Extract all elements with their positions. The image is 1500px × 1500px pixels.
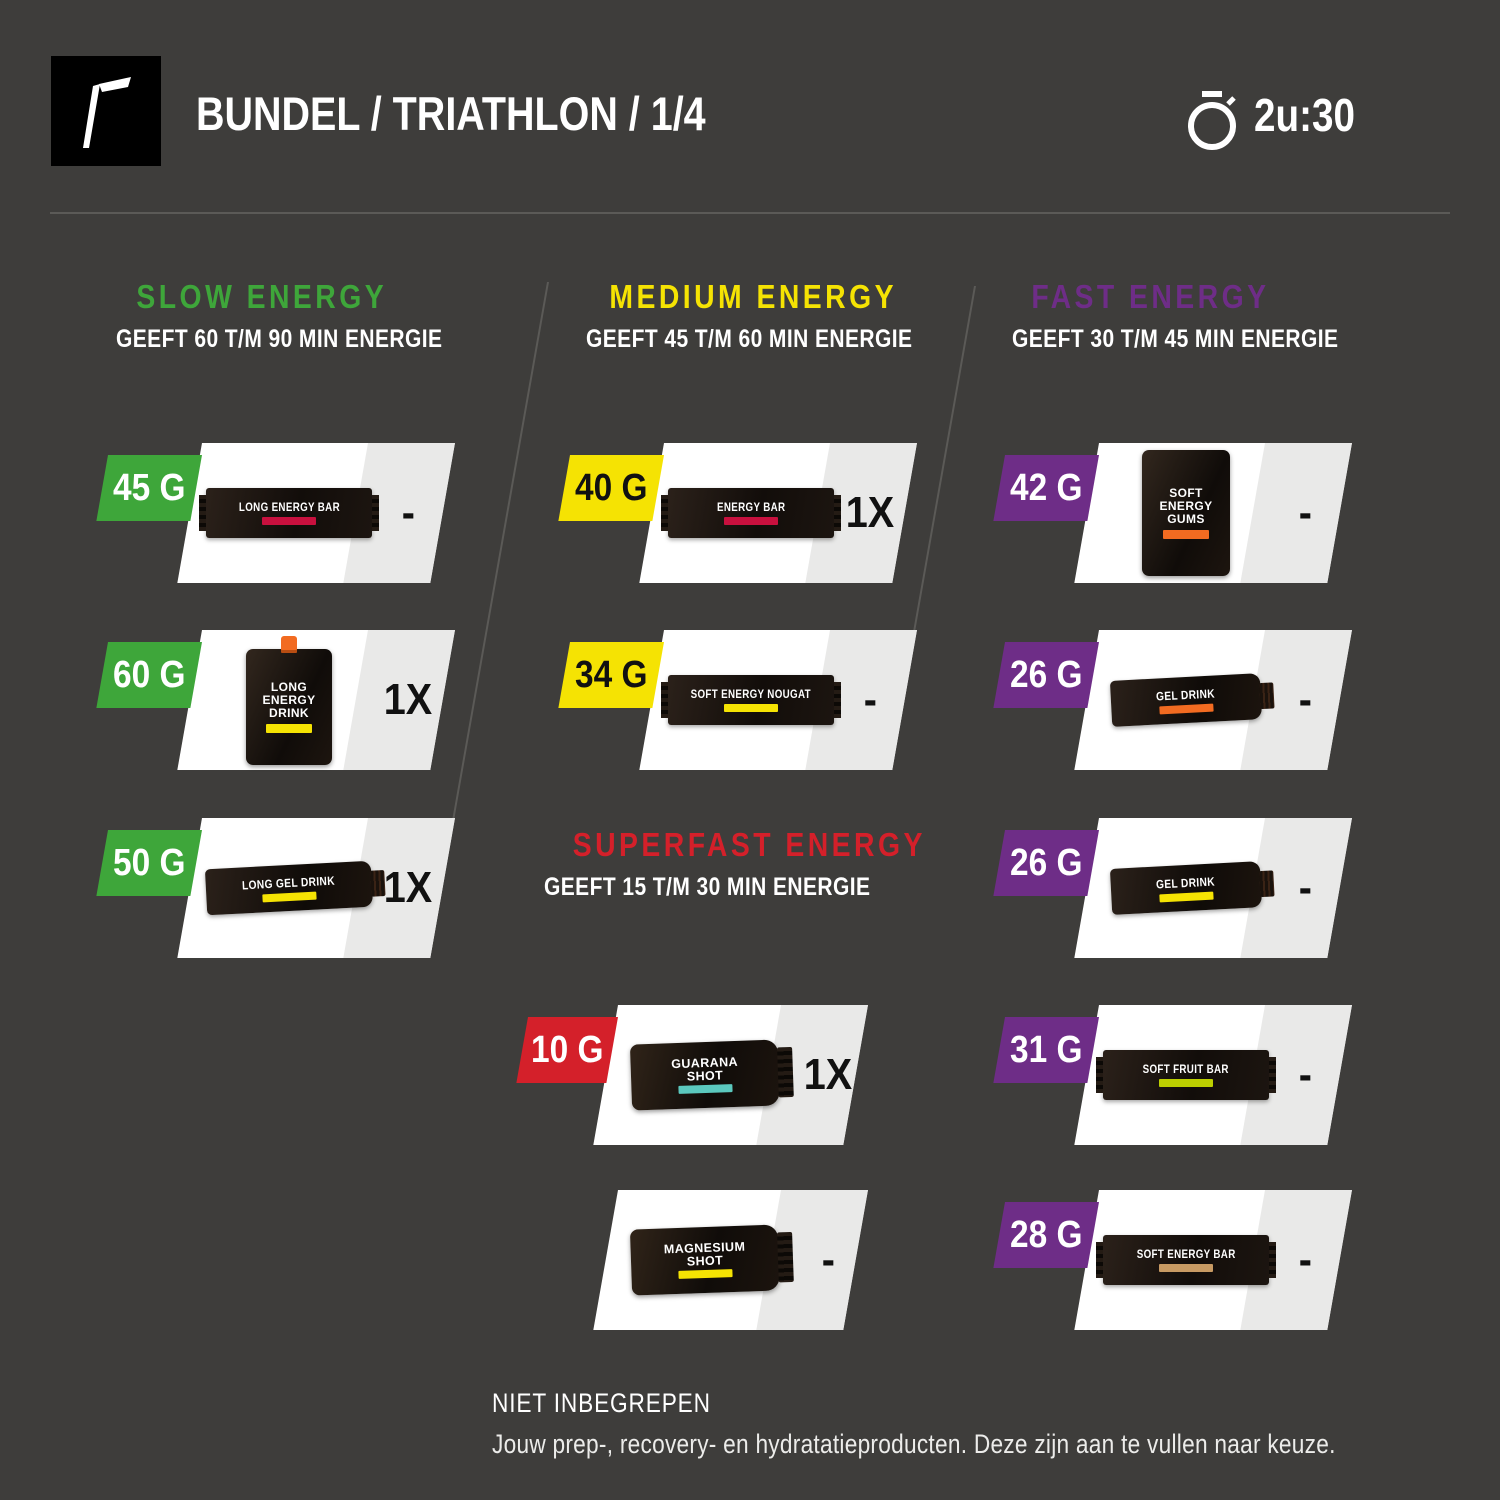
weight-badge [558, 642, 664, 708]
section-title: MEDIUM ENERGY [609, 278, 897, 315]
flavor-chip [262, 517, 316, 525]
product-card-long-energy-drink [108, 630, 457, 770]
product-name: LONG ENERGY BAR [238, 501, 340, 514]
product-name: SOFT ENERGY NOUGAT [690, 688, 812, 701]
product-name: ENERGY BAR [716, 501, 786, 514]
weight-label: 60 G [112, 653, 186, 696]
weight-badge [993, 642, 1099, 708]
quantity-label: - [1298, 675, 1312, 724]
product-name: MAGNESIUM SHOT [663, 1239, 746, 1269]
quantity-label: 1X [383, 863, 433, 912]
flavor-chip [1159, 1264, 1213, 1272]
product-name: LONG GEL DRINK [241, 873, 336, 892]
product-image [668, 630, 834, 770]
weight-label: 40 G [574, 466, 648, 509]
quantity-label: - [863, 675, 877, 724]
duration-value: 2u:30 [1254, 89, 1355, 141]
header-divider [50, 212, 1450, 214]
quantity-label: - [821, 1235, 835, 1284]
weight-label: 26 G [1009, 841, 1083, 884]
product-name: LONG ENERGY DRINK [262, 680, 316, 720]
section-title: SLOW ENERGY [136, 278, 388, 315]
product-card-long-energy-bar [108, 443, 457, 583]
product-image [1103, 630, 1269, 770]
flavor-chip [724, 704, 778, 712]
weight-badge [993, 1017, 1099, 1083]
product-name: SOFT FRUIT BAR [1142, 1063, 1230, 1076]
product-card-long-gel-drink [108, 818, 457, 958]
product-card-soft-energy-gums [1005, 443, 1354, 583]
section-header-fast [1012, 278, 1401, 354]
section-title: FAST ENERGY [1031, 278, 1270, 315]
section-header-superfast [544, 826, 955, 902]
section-subtitle: GEEFT 30 T/M 45 MIN ENERGIE [1012, 325, 1339, 353]
weight-label: 28 G [1009, 1213, 1083, 1256]
weight-badge [96, 830, 202, 896]
quantity-label: - [401, 488, 415, 537]
flavor-chip [262, 891, 316, 902]
weight-label: 45 G [112, 466, 186, 509]
footer-title: NIET INBEGREPEN [492, 1388, 711, 1418]
weight-badge [96, 642, 202, 708]
product-image [1103, 443, 1269, 583]
weight-label: 42 G [1009, 466, 1083, 509]
section-subtitle: GEEFT 45 T/M 60 MIN ENERGIE [586, 325, 913, 353]
page-title: BUNDEL / TRIATHLON / 1/4 [196, 87, 706, 140]
weight-badge [993, 830, 1099, 896]
product-name: GEL DRINK [1155, 685, 1216, 704]
weight-badge [993, 455, 1099, 521]
flavor-chip [1159, 1079, 1213, 1087]
section-subtitle: GEEFT 15 T/M 30 MIN ENERGIE [544, 873, 871, 901]
product-image [206, 443, 372, 583]
quantity-label: 1X [383, 675, 433, 724]
weight-label: 26 G [1009, 653, 1083, 696]
product-card-gel-drink-2 [1005, 818, 1354, 958]
product-card-magnesium-shot [528, 1190, 877, 1330]
flavor-chip [1159, 703, 1213, 714]
stopwatch-icon [1182, 90, 1242, 157]
flavor-chip [678, 1084, 732, 1094]
quantity-label: 1X [803, 1050, 853, 1099]
flavor-chip [1163, 530, 1209, 539]
quantity-label: - [1298, 488, 1312, 537]
product-image [1103, 818, 1269, 958]
product-image [668, 443, 834, 583]
section-subtitle: GEEFT 60 T/M 90 MIN ENERGIE [116, 325, 443, 353]
brand-logo [51, 56, 161, 166]
product-image [206, 630, 372, 770]
weight-badge [558, 455, 664, 521]
flavor-chip [724, 517, 778, 525]
product-card-energy-bar [570, 443, 919, 583]
section-header-medium [586, 278, 975, 354]
quantity-label: 1X [845, 488, 895, 537]
footer-text: Jouw prep-, recovery- en hydratatieproducten. Deze zijn aan te vullen naar keuze. [492, 1429, 1336, 1459]
flavor-chip [678, 1269, 732, 1279]
flavor-chip [266, 724, 312, 733]
product-image [622, 1190, 788, 1330]
weight-badge [516, 1017, 618, 1083]
product-name: SOFT ENERGY GUMS [1159, 486, 1213, 526]
product-image [206, 818, 372, 958]
footer-note [492, 1388, 1496, 1460]
product-card-gel-drink-1 [1005, 630, 1354, 770]
product-card-guarana-shot [528, 1005, 877, 1145]
weight-badge [993, 1202, 1099, 1268]
product-card-soft-energy-nougat [570, 630, 919, 770]
section-title: SUPERFAST ENERGY [572, 826, 926, 863]
product-card-soft-fruit-bar [1005, 1005, 1354, 1145]
weight-label: 31 G [1009, 1028, 1083, 1071]
product-name: SOFT ENERGY BAR [1136, 1248, 1236, 1261]
weight-label: 34 G [574, 653, 648, 696]
product-image [1103, 1190, 1269, 1330]
product-card-soft-energy-bar [1005, 1190, 1354, 1330]
section-header-slow [116, 278, 505, 354]
weight-label: 50 G [112, 841, 186, 884]
product-name: GUARANA SHOT [671, 1054, 739, 1084]
product-image [1103, 1005, 1269, 1145]
quantity-label: - [1298, 863, 1312, 912]
product-image [622, 1005, 788, 1145]
quantity-label: - [1298, 1235, 1312, 1284]
flavor-chip [1159, 891, 1213, 902]
quantity-label: - [1298, 1050, 1312, 1099]
weight-label: 10 G [530, 1028, 604, 1071]
product-name: GEL DRINK [1155, 873, 1216, 892]
weight-badge [96, 455, 202, 521]
